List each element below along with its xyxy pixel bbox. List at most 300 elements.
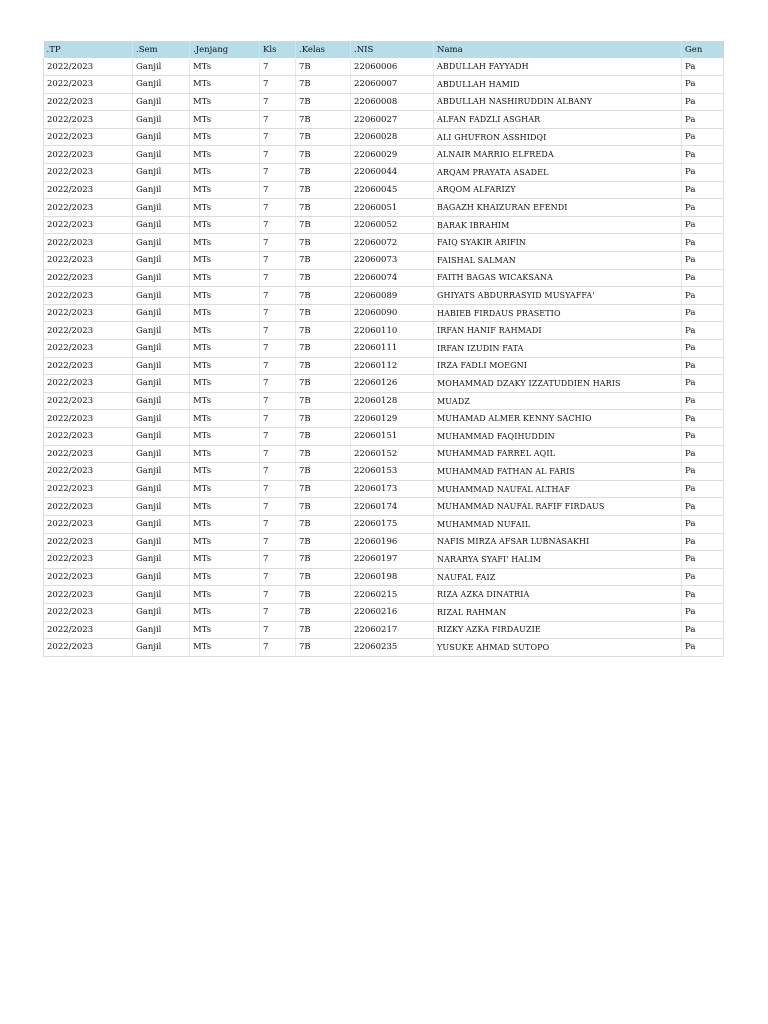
cell-sem: Ganjil [133, 603, 190, 621]
cell-gen: Pa [682, 427, 724, 445]
cell-kls: 7 [260, 287, 296, 305]
cell-kls: 7 [260, 586, 296, 604]
cell-gen: Pa [682, 445, 724, 463]
cell-sem: Ganjil [133, 181, 190, 199]
cell-nama: HABIEB FIRDAUS PRASETIO [434, 304, 682, 322]
cell-nis: 22060074 [351, 269, 434, 287]
table-row [44, 93, 724, 111]
table-row [44, 621, 724, 639]
cell-jenjang: MTs [190, 216, 260, 234]
cell-kls: 7 [260, 621, 296, 639]
cell-jenjang: MTs [190, 586, 260, 604]
cell-jenjang: MTs [190, 93, 260, 111]
cell-kls: 7 [260, 146, 296, 164]
cell-sem: Ganjil [133, 357, 190, 375]
cell-kelas: 7B [296, 480, 351, 498]
cell-sem: Ganjil [133, 551, 190, 569]
cell-gen: Pa [682, 533, 724, 551]
cell-kls: 7 [260, 375, 296, 393]
cell-sem: Ganjil [133, 287, 190, 305]
cell-jenjang: MTs [190, 340, 260, 358]
cell-nama: NARARYA SYAFI' HALIM [434, 551, 682, 569]
table-row [44, 603, 724, 621]
cell-kelas: 7B [296, 58, 351, 76]
cell-jenjang: MTs [190, 392, 260, 410]
cell-nis: 22060215 [351, 586, 434, 604]
cell-nama: ARQOM ALFARIZY [434, 181, 682, 199]
cell-sem: Ganjil [133, 199, 190, 217]
cell-kls: 7 [260, 568, 296, 586]
cell-jenjang: MTs [190, 533, 260, 551]
cell-tp: 2022/2023 [44, 93, 133, 111]
cell-tp: 2022/2023 [44, 340, 133, 358]
cell-nama: MUHAMMAD FATHAN AL FARIS [434, 463, 682, 481]
cell-nis: 22060008 [351, 93, 434, 111]
cell-jenjang: MTs [190, 164, 260, 182]
table-row [44, 269, 724, 287]
cell-tp: 2022/2023 [44, 199, 133, 217]
cell-gen: Pa [682, 128, 724, 146]
cell-nis: 22060110 [351, 322, 434, 340]
header-tp: .TP [46, 44, 61, 55]
cell-tp: 2022/2023 [44, 146, 133, 164]
cell-sem: Ganjil [133, 568, 190, 586]
cell-nama: ALI GHUFRON ASSHIDQI [434, 128, 682, 146]
cell-kls: 7 [260, 463, 296, 481]
cell-tp: 2022/2023 [44, 603, 133, 621]
cell-nama: MUHAMMAD FARREL AQIL [434, 445, 682, 463]
cell-sem: Ganjil [133, 128, 190, 146]
cell-nama: RIZKY AZKA FIRDAUZIE [434, 621, 682, 639]
cell-nis: 22060196 [351, 533, 434, 551]
cell-nama: ABDULLAH HAMID [434, 76, 682, 94]
cell-nama: FAIQ SYAKIR ARIFIN [434, 234, 682, 252]
cell-nis: 22060007 [351, 76, 434, 94]
cell-sem: Ganjil [133, 480, 190, 498]
cell-jenjang: MTs [190, 445, 260, 463]
cell-tp: 2022/2023 [44, 304, 133, 322]
table-row [44, 357, 724, 375]
cell-sem: Ganjil [133, 164, 190, 182]
cell-nis: 22060151 [351, 427, 434, 445]
cell-kls: 7 [260, 445, 296, 463]
cell-tp: 2022/2023 [44, 216, 133, 234]
table-row [44, 199, 724, 217]
table-row [44, 164, 724, 182]
table-row [44, 410, 724, 428]
cell-sem: Ganjil [133, 463, 190, 481]
cell-sem: Ganjil [133, 427, 190, 445]
cell-jenjang: MTs [190, 551, 260, 569]
cell-jenjang: MTs [190, 234, 260, 252]
cell-kelas: 7B [296, 164, 351, 182]
table-row [44, 111, 724, 129]
table-row [44, 58, 724, 76]
cell-nis: 22060111 [351, 340, 434, 358]
cell-jenjang: MTs [190, 463, 260, 481]
cell-jenjang: MTs [190, 287, 260, 305]
cell-nama: MUHAMAD ALMER KENNY SACHIO [434, 410, 682, 428]
table-header [44, 41, 724, 58]
cell-kelas: 7B [296, 603, 351, 621]
cell-tp: 2022/2023 [44, 58, 133, 76]
cell-kls: 7 [260, 304, 296, 322]
table-row [44, 234, 724, 252]
cell-gen: Pa [682, 515, 724, 533]
cell-kelas: 7B [296, 146, 351, 164]
cell-jenjang: MTs [190, 427, 260, 445]
cell-sem: Ganjil [133, 93, 190, 111]
cell-kls: 7 [260, 498, 296, 516]
cell-jenjang: MTs [190, 304, 260, 322]
cell-nis: 22060174 [351, 498, 434, 516]
cell-kelas: 7B [296, 287, 351, 305]
cell-gen: Pa [682, 146, 724, 164]
cell-tp: 2022/2023 [44, 445, 133, 463]
table-row [44, 76, 724, 94]
cell-nis: 22060153 [351, 463, 434, 481]
cell-gen: Pa [682, 639, 724, 657]
cell-sem: Ganjil [133, 234, 190, 252]
cell-nama: ALFAN FADZLI ASGHAR [434, 111, 682, 129]
cell-jenjang: MTs [190, 498, 260, 516]
cell-tp: 2022/2023 [44, 621, 133, 639]
cell-nis: 22060090 [351, 304, 434, 322]
table-row [44, 252, 724, 270]
cell-tp: 2022/2023 [44, 586, 133, 604]
table-row [44, 287, 724, 305]
cell-jenjang: MTs [190, 621, 260, 639]
cell-kelas: 7B [296, 621, 351, 639]
cell-kls: 7 [260, 551, 296, 569]
cell-sem: Ganjil [133, 304, 190, 322]
cell-tp: 2022/2023 [44, 568, 133, 586]
cell-kelas: 7B [296, 304, 351, 322]
cell-jenjang: MTs [190, 58, 260, 76]
cell-kelas: 7B [296, 269, 351, 287]
cell-tp: 2022/2023 [44, 375, 133, 393]
cell-gen: Pa [682, 357, 724, 375]
cell-tp: 2022/2023 [44, 76, 133, 94]
cell-tp: 2022/2023 [44, 533, 133, 551]
cell-kelas: 7B [296, 498, 351, 516]
cell-kls: 7 [260, 76, 296, 94]
cell-nis: 22060197 [351, 551, 434, 569]
cell-tp: 2022/2023 [44, 322, 133, 340]
cell-nis: 22060216 [351, 603, 434, 621]
cell-nis: 22060089 [351, 287, 434, 305]
cell-nama: ABDULLAH FAYYADH [434, 58, 682, 76]
table-row [44, 392, 724, 410]
table-body [44, 58, 724, 656]
cell-kls: 7 [260, 128, 296, 146]
table-row [44, 128, 724, 146]
cell-gen: Pa [682, 551, 724, 569]
table-row [44, 375, 724, 393]
cell-jenjang: MTs [190, 146, 260, 164]
cell-jenjang: MTs [190, 181, 260, 199]
cell-nis: 22060126 [351, 375, 434, 393]
cell-gen: Pa [682, 621, 724, 639]
table-row [44, 340, 724, 358]
cell-tp: 2022/2023 [44, 392, 133, 410]
cell-nis: 22060175 [351, 515, 434, 533]
cell-nis: 22060029 [351, 146, 434, 164]
table-row [44, 586, 724, 604]
header-sem: .Sem [133, 41, 190, 58]
cell-nama: IRFAN IZUDIN FATA [434, 340, 682, 358]
cell-nama: MUHAMMAD NAUFAL ALTHAF [434, 480, 682, 498]
cell-nama: BAGAZH KHAIZURAN EFENDI [434, 199, 682, 217]
cell-jenjang: MTs [190, 515, 260, 533]
header-nis: .NIS [351, 41, 434, 58]
cell-tp: 2022/2023 [44, 181, 133, 199]
student-table [43, 41, 724, 657]
cell-sem: Ganjil [133, 269, 190, 287]
cell-kls: 7 [260, 252, 296, 270]
cell-gen: Pa [682, 340, 724, 358]
table-row [44, 322, 724, 340]
cell-kelas: 7B [296, 639, 351, 657]
cell-gen: Pa [682, 234, 724, 252]
cell-tp: 2022/2023 [44, 410, 133, 428]
table-row [44, 463, 724, 481]
cell-sem: Ganjil [133, 76, 190, 94]
table-row [44, 427, 724, 445]
cell-kelas: 7B [296, 128, 351, 146]
cell-kls: 7 [260, 480, 296, 498]
cell-nama: RIZA AZKA DINATRIA [434, 586, 682, 604]
cell-kls: 7 [260, 111, 296, 129]
cell-jenjang: MTs [190, 639, 260, 657]
cell-nis: 22060128 [351, 392, 434, 410]
cell-kelas: 7B [296, 463, 351, 481]
cell-kls: 7 [260, 410, 296, 428]
cell-kelas: 7B [296, 551, 351, 569]
cell-jenjang: MTs [190, 480, 260, 498]
cell-kelas: 7B [296, 111, 351, 129]
cell-gen: Pa [682, 252, 724, 270]
cell-nama: GHIYATS ABDURRASYID MUSYAFFA' [434, 287, 682, 305]
cell-nis: 22060073 [351, 252, 434, 270]
cell-kls: 7 [260, 164, 296, 182]
cell-kls: 7 [260, 533, 296, 551]
cell-gen: Pa [682, 93, 724, 111]
cell-kls: 7 [260, 515, 296, 533]
cell-nis: 22060045 [351, 181, 434, 199]
cell-sem: Ganjil [133, 498, 190, 516]
cell-nis: 22060217 [351, 621, 434, 639]
cell-jenjang: MTs [190, 410, 260, 428]
cell-kls: 7 [260, 603, 296, 621]
table-row [44, 568, 724, 586]
cell-gen: Pa [682, 269, 724, 287]
cell-kelas: 7B [296, 392, 351, 410]
cell-kelas: 7B [296, 357, 351, 375]
cell-nis: 22060235 [351, 639, 434, 657]
header-nama: Nama [434, 41, 682, 58]
cell-kelas: 7B [296, 375, 351, 393]
cell-nama: ALNAIR MARRIO ELFREDA [434, 146, 682, 164]
cell-sem: Ganjil [133, 146, 190, 164]
cell-nama: BARAK IBRAHIM [434, 216, 682, 234]
cell-kelas: 7B [296, 568, 351, 586]
cell-gen: Pa [682, 463, 724, 481]
cell-nama: ARQAM PRAYATA ASADEL [434, 164, 682, 182]
cell-nis: 22060173 [351, 480, 434, 498]
cell-kelas: 7B [296, 93, 351, 111]
cell-kelas: 7B [296, 252, 351, 270]
table-row [44, 480, 724, 498]
cell-tp: 2022/2023 [44, 463, 133, 481]
cell-kelas: 7B [296, 445, 351, 463]
cell-sem: Ganjil [133, 252, 190, 270]
cell-kls: 7 [260, 427, 296, 445]
cell-kls: 7 [260, 216, 296, 234]
header-kelas: .Kelas [296, 41, 351, 58]
cell-sem: Ganjil [133, 392, 190, 410]
cell-tp: 2022/2023 [44, 234, 133, 252]
cell-nis: 22060006 [351, 58, 434, 76]
cell-kls: 7 [260, 93, 296, 111]
cell-tp: 2022/2023 [44, 427, 133, 445]
cell-kelas: 7B [296, 234, 351, 252]
cell-nis: 22060044 [351, 164, 434, 182]
cell-nama: MUHAMMAD NUFAIL [434, 515, 682, 533]
cell-kls: 7 [260, 639, 296, 657]
cell-kelas: 7B [296, 322, 351, 340]
cell-nis: 22060152 [351, 445, 434, 463]
table-row [44, 445, 724, 463]
cell-sem: Ganjil [133, 410, 190, 428]
cell-gen: Pa [682, 498, 724, 516]
table-row [44, 216, 724, 234]
cell-tp: 2022/2023 [44, 551, 133, 569]
cell-tp: 2022/2023 [44, 128, 133, 146]
header-row [44, 41, 724, 58]
table-row [44, 304, 724, 322]
cell-gen: Pa [682, 111, 724, 129]
cell-kls: 7 [260, 340, 296, 358]
cell-nama: MUHAMMAD NAUFAL RAFIF FIRDAUS [434, 498, 682, 516]
cell-jenjang: MTs [190, 322, 260, 340]
cell-gen: Pa [682, 322, 724, 340]
cell-tp: 2022/2023 [44, 111, 133, 129]
cell-gen: Pa [682, 199, 724, 217]
cell-gen: Pa [682, 164, 724, 182]
cell-sem: Ganjil [133, 621, 190, 639]
cell-kelas: 7B [296, 340, 351, 358]
cell-kelas: 7B [296, 216, 351, 234]
cell-gen: Pa [682, 375, 724, 393]
table-row [44, 533, 724, 551]
cell-tp: 2022/2023 [44, 639, 133, 657]
header-jenjang: .Jenjang [190, 41, 260, 58]
cell-gen: Pa [682, 586, 724, 604]
cell-sem: Ganjil [133, 515, 190, 533]
cell-jenjang: MTs [190, 252, 260, 270]
cell-nama: ABDULLAH NASHIRUDDIN ALBANY [434, 93, 682, 111]
cell-nis: 22060051 [351, 199, 434, 217]
cell-gen: Pa [682, 603, 724, 621]
cell-sem: Ganjil [133, 639, 190, 657]
cell-nis: 22060072 [351, 234, 434, 252]
cell-jenjang: MTs [190, 603, 260, 621]
cell-nama: NAFIS MIRZA AFSAR LUBNASAKHI [434, 533, 682, 551]
cell-tp: 2022/2023 [44, 252, 133, 270]
cell-gen: Pa [682, 181, 724, 199]
header-kls: Kls [260, 41, 296, 58]
cell-tp: 2022/2023 [44, 498, 133, 516]
cell-gen: Pa [682, 287, 724, 305]
cell-jenjang: MTs [190, 269, 260, 287]
cell-nama: YUSUKE AHMAD SUTOPO [434, 639, 682, 657]
cell-kls: 7 [260, 58, 296, 76]
cell-jenjang: MTs [190, 128, 260, 146]
cell-nis: 22060027 [351, 111, 434, 129]
cell-nama: IRZA FADLI MOEGNI [434, 357, 682, 375]
cell-gen: Pa [682, 568, 724, 586]
cell-kls: 7 [260, 181, 296, 199]
cell-tp: 2022/2023 [44, 164, 133, 182]
cell-gen: Pa [682, 216, 724, 234]
cell-kelas: 7B [296, 410, 351, 428]
cell-kelas: 7B [296, 76, 351, 94]
cell-nama: MUHAMMAD FAQIHUDDIN [434, 427, 682, 445]
cell-kls: 7 [260, 199, 296, 217]
cell-tp: 2022/2023 [44, 287, 133, 305]
table-row [44, 639, 724, 657]
cell-gen: Pa [682, 76, 724, 94]
cell-kls: 7 [260, 234, 296, 252]
cell-sem: Ganjil [133, 111, 190, 129]
cell-tp: 2022/2023 [44, 480, 133, 498]
cell-nama: NAUFAL FAIZ [434, 568, 682, 586]
cell-nis: 22060052 [351, 216, 434, 234]
header-gen: Gen [682, 41, 724, 58]
cell-kelas: 7B [296, 533, 351, 551]
cell-sem: Ganjil [133, 533, 190, 551]
cell-kelas: 7B [296, 427, 351, 445]
cell-gen: Pa [682, 410, 724, 428]
cell-kls: 7 [260, 269, 296, 287]
cell-sem: Ganjil [133, 445, 190, 463]
cell-sem: Ganjil [133, 340, 190, 358]
cell-nis: 22060028 [351, 128, 434, 146]
cell-jenjang: MTs [190, 76, 260, 94]
cell-nis: 22060129 [351, 410, 434, 428]
cell-gen: Pa [682, 304, 724, 322]
cell-tp: 2022/2023 [44, 515, 133, 533]
table-row [44, 146, 724, 164]
cell-sem: Ganjil [133, 586, 190, 604]
cell-kelas: 7B [296, 199, 351, 217]
cell-kls: 7 [260, 392, 296, 410]
cell-jenjang: MTs [190, 111, 260, 129]
cell-nama: RIZAL RAHMAN [434, 603, 682, 621]
cell-sem: Ganjil [133, 322, 190, 340]
table-row [44, 181, 724, 199]
cell-kls: 7 [260, 322, 296, 340]
table-row [44, 498, 724, 516]
cell-gen: Pa [682, 392, 724, 410]
cell-nama: IRFAN HANIF RAHMADI [434, 322, 682, 340]
cell-jenjang: MTs [190, 568, 260, 586]
cell-kls: 7 [260, 357, 296, 375]
cell-kelas: 7B [296, 515, 351, 533]
cell-kelas: 7B [296, 586, 351, 604]
cell-jenjang: MTs [190, 375, 260, 393]
